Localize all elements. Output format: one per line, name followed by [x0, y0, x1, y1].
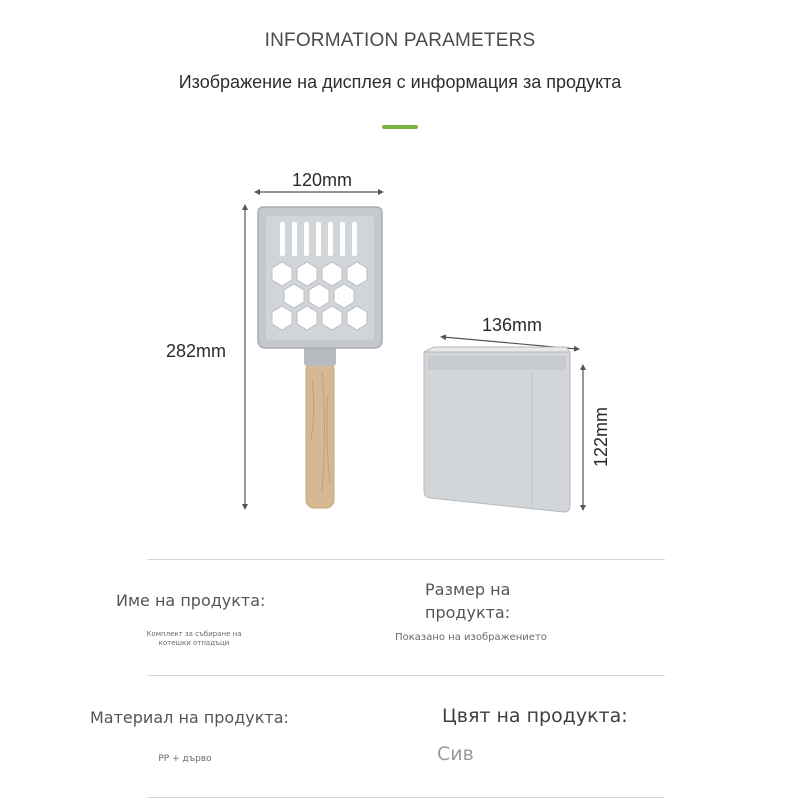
scoop-holder: [424, 347, 570, 512]
scoop-width-dimension: [257, 170, 381, 192]
info-divider-middle: [147, 675, 665, 676]
product-material-value: PP + дърво: [158, 754, 212, 764]
holder-width-dimension: [443, 315, 577, 349]
product-name-label: Име на продукта:: [116, 591, 266, 610]
scoop-neck: [304, 346, 336, 366]
info-divider-bottom: [147, 797, 665, 798]
holder-body: [424, 352, 570, 512]
product-size-label: Размер на продукта:: [425, 580, 511, 622]
page-title: INFORMATION PARAMETERS: [264, 30, 536, 51]
product-color-label: Цвят на продукта:: [442, 705, 628, 727]
scoop-width-label: 120mm: [291, 170, 353, 190]
product-size-value: Показано на изображението: [395, 632, 547, 643]
holder-height-dimension: [583, 367, 611, 508]
product-name-value: Комплект за събиране на котешки отпадъци: [146, 630, 242, 647]
info-divider-top: [147, 559, 665, 560]
holder-height-label: 122mm: [591, 406, 611, 468]
scoop-height-dimension: [166, 207, 245, 507]
product-color-value: Сив: [437, 743, 474, 765]
page-subtitle: Изображение на дисплея с информация за продукта: [178, 72, 622, 92]
product-material-label: Материал на продукта:: [90, 708, 289, 727]
holder-width-label: 136mm: [481, 315, 543, 335]
scoop-wooden-handle: [306, 362, 334, 508]
scoop-height-label: 282mm: [166, 341, 227, 361]
litter-scoop: [258, 207, 382, 508]
